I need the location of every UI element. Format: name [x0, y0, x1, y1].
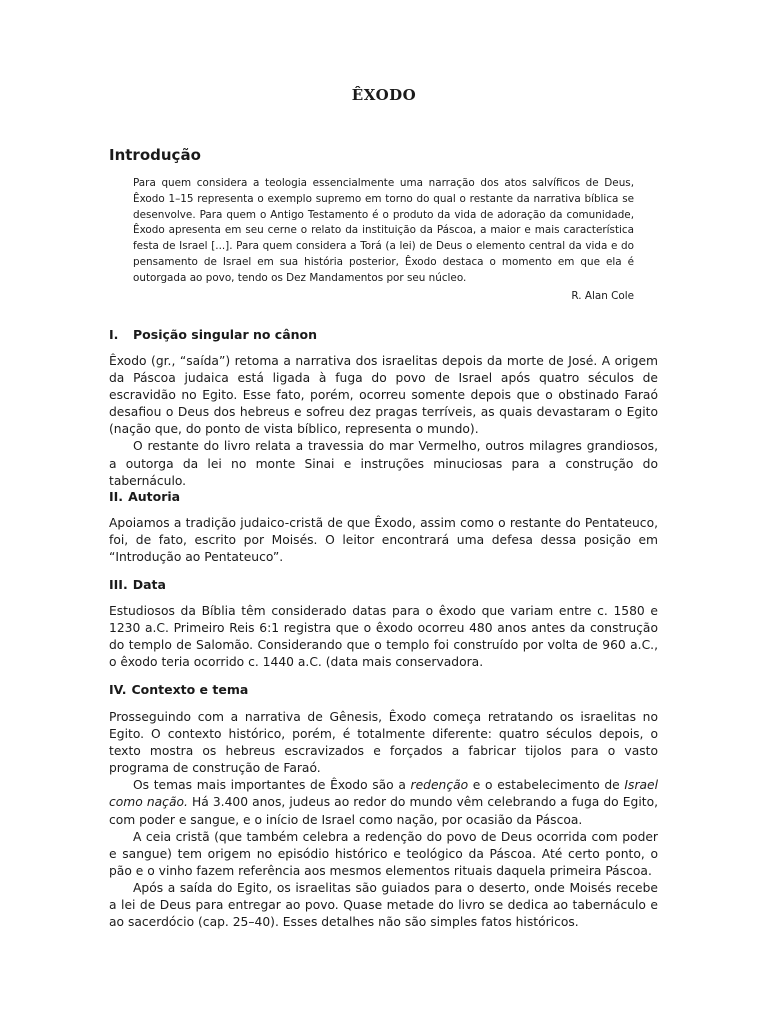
paragraph: Estudiosos da Bíblia têm considerado datas para o êxodo que variam entre c. 1580 e 1230 a.C. Primeiro Reis 6:1 registra que o êxodo ocorreu 480 anos antes da construção do templo de Salomão. Considerando que o templo foi construído por volta de 960 a.C., o êxodo teria ocorrido c. 1440 a.C. (data mais conservadora.: [109, 604, 658, 670]
section-title: Data: [132, 577, 166, 592]
section-heading-contexto: [109, 682, 248, 697]
paragraph: Após a saída do Egito, os israelitas são guiados para o deserto, onde Moisés recebe a lei de Deus para entregar ao povo. Quase metade do livro se dedica ao tabernáculo e ao sacerdócio (cap. 25–40). Esses detalhes não são simples fatos históricos.: [109, 880, 658, 930]
book-title: ÊXODO: [351, 86, 417, 104]
intro-heading: Introdução: [109, 146, 201, 164]
paragraph: Êxodo (gr., “saída”) retoma a narrativa dos israelitas depois da morte de José. A origem da Páscoa judaica está ligada à fuga do povo de Israel após quatro séculos de escravidão no Egito. Esse fato, porém, ocorreu somente depois que o obstinado Faraó desafiou o Deus dos hebreus e sofreu dez pragas terríveis, as quais devastaram o Egito (nação que, do ponto de vista bíblico, representa o mundo).: [109, 354, 658, 437]
section-title: Posição singular no cânon: [133, 327, 318, 342]
section-number: II.: [109, 489, 124, 504]
paragraph: A ceia cristã (que também celebra a redenção do povo de Deus ocorrida com poder e sangue) tem origem no episódio histórico e teológico da Páscoa. Até certo ponto, o pão e o vinho fazem referência aos mesmos elementos rituais daquela primeira Páscoa.: [109, 829, 658, 878]
emphasis-israel-nacao: Israel como nação.: [109, 778, 659, 810]
section-title: Autoria: [128, 489, 181, 504]
paragraph: Prosseguindo com a narrativa de Gênesis, Êxodo começa retratando os israelitas no Egito. O contexto histórico, porém, é totalmente diferente: quatro séculos depois, o texto mostra os hebreus escravizados e forçados a fabricar tijolos para o vasto programa de construção de Faraó.: [109, 710, 658, 776]
section-title: Contexto e tema: [131, 682, 249, 697]
section-number: IV.: [109, 682, 127, 697]
paragraph-themes: [109, 777, 658, 828]
text-run: Os temas mais importantes de Êxodo são a: [133, 778, 411, 793]
section-body-autoria: [109, 515, 658, 566]
section-body-data: [109, 603, 658, 671]
section-heading-autoria: [109, 489, 180, 504]
paragraph: Apoiamos a tradição judaico-cristã de que Êxodo, assim como o restante do Pentateuco, foi, de fato, escrito por Moisés. O leitor encontrará uma defesa dessa posição em “Introdução ao Pentateuco”.: [109, 516, 658, 565]
epigraph-attribution: R. Alan Cole: [571, 290, 634, 302]
section-number: I.: [109, 327, 119, 342]
emphasis-redencao: redenção: [410, 778, 469, 793]
section-heading-canon: [109, 327, 317, 342]
text-run: Há 3.400 anos, judeus ao redor do mundo vêm celebrando a fuga do Egito, com poder e sangue, e o início de Israel como nação, por ocasião da Páscoa.: [109, 795, 658, 827]
section-heading-data: [109, 577, 166, 592]
paragraph: O restante do livro relata a travessia do mar Vermelho, outros milagres grandiosos, a outorga da lei no monte Sinai e instruções minuciosas para a construção do tabernáculo.: [109, 439, 658, 488]
section-body-canon: [109, 353, 658, 490]
section-body-contexto: [109, 709, 658, 931]
epigraph-quote: Para quem considera a teologia essencialmente uma narração dos atos salvíficos de Deus, Êxodo 1–15 representa o exemplo supremo em torno do qual o restante da narrativa bíblica se desenvolve. Para quem o Antigo Testamento é o produto da vida de adoração da comunidade, Êxodo apresenta em seu cerne o relato da instituição da Páscoa, a maior e mais característica festa de Israel [...]. Para quem considera a Torá (a lei) de Deus o elemento central da vida e do pensamento de Israel em sua história posterior, Êxodo destaca o momento em que ela é outorgada ao povo, tendo os Dez Mandamentos por seu núcleo.: [133, 177, 634, 284]
section-number: III.: [109, 577, 128, 592]
text-run: e o estabelecimento de: [468, 778, 625, 793]
